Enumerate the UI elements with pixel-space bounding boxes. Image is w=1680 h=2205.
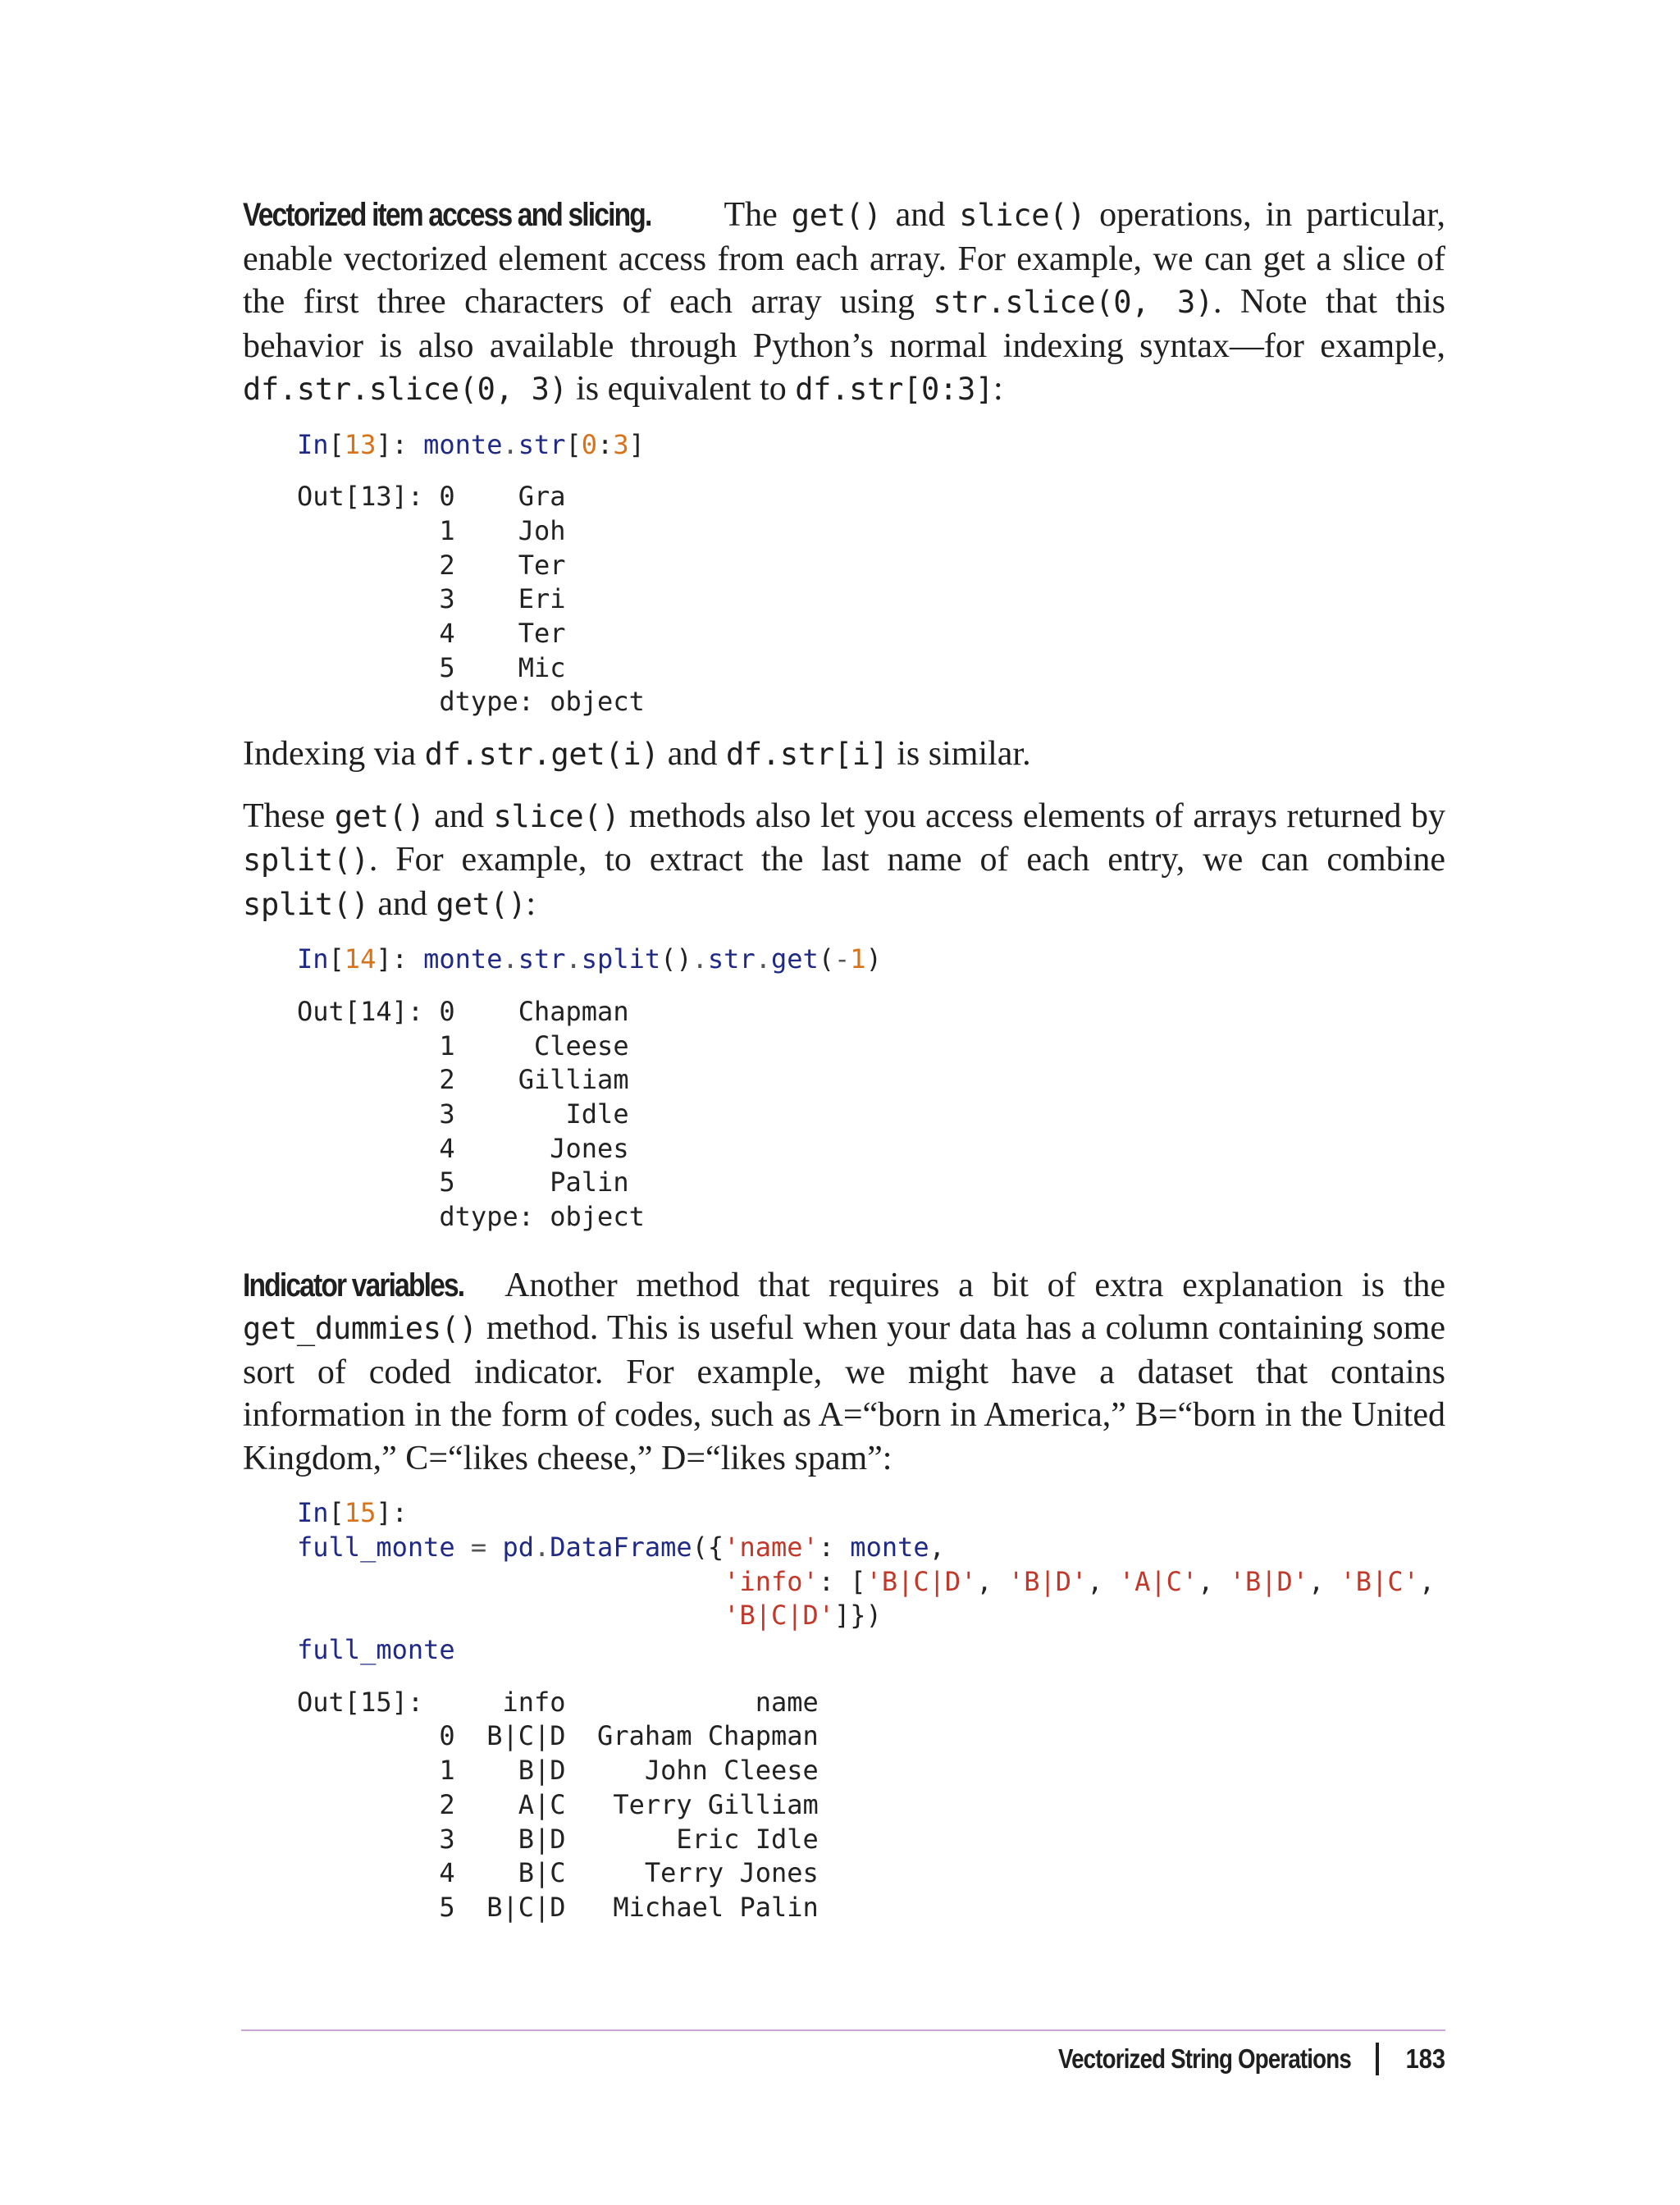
- paragraph-indexing: Indexing via df.str.get(i) and df.str[i] is similar.: [243, 735, 1031, 774]
- code-cell-14: [243, 943, 1445, 1235]
- inline-code: df.str[i]: [725, 737, 888, 773]
- inline-code: str.slice(0, 3): [933, 285, 1214, 320]
- section-heading: Indicator variables.: [243, 1267, 464, 1303]
- page-footer: [1002, 2043, 1445, 2075]
- inline-code: df.str.slice(0, 3): [243, 372, 568, 407]
- section-vectorized-access: [243, 194, 1445, 412]
- page-content: [243, 194, 1445, 1925]
- section-intro: Another method that requires a bit of extra explanation is the get_dummies() method. This is useful when your data has a column containing some sort of coded indicator. For example, we might have a dataset that contains information in the form of codes, such as A=“born in America,” B=“born in the United Kingdom,” C=“likes cheese,” D=“likes spam”:: [243, 1266, 1445, 1477]
- code-output-14: Out[14]: 0 Chapman 1 Cleese 2 Gilliam 3 Idle 4 Jones 5 Palin dtype: object: [297, 995, 645, 1233]
- code-input-14: In[14]: monte.str.split().str.get(-1): [297, 943, 882, 975]
- code-input-13: In[13]: monte.str[0:3]: [297, 428, 645, 460]
- paragraph-methods: These get() and slice() methods also let you access elements of arrays returned by split(). For example, to extract the last name of each entry, we can combine split() and get():: [243, 797, 1445, 923]
- inline-code: get_dummies(): [243, 1311, 477, 1347]
- code-cell-15: [243, 1496, 1445, 1924]
- page-number: 183: [1405, 2043, 1445, 2074]
- inline-code: get(): [334, 798, 425, 834]
- inline-code: slice(): [959, 198, 1086, 233]
- inline-code: slice(): [493, 798, 620, 834]
- inline-code: split(): [243, 886, 369, 922]
- code-output-13: Out[13]: 0 Gra 1 Joh 2 Ter 3 Eri 4 Ter 5 Mic dtype: object: [297, 481, 645, 718]
- inline-code: get(): [436, 886, 527, 922]
- footer-separator: [1376, 2043, 1379, 2075]
- code-input-15: In[15]: full_monte = pd.DataFrame({'name': monte, 'info': ['B|C|D', 'B|D', 'A|C', 'B|D', 'B|C', 'B|C|D']}) full_monte: [297, 1497, 1436, 1666]
- footer-section-title: Vectorized String Operations: [1057, 2043, 1351, 2074]
- section-indicator-variables: [243, 1264, 1445, 1481]
- section-intro: The get() and slice() operations, in particular, enable vectorized element access from each array. For example, we can get a slice of the first three characters of each array using str.slice(0, 3). Note that this behavior is also available through Python’s normal indexing syntax—for example, df.str.slice(0, 3) is equivalent to df.str[0:3]:: [243, 196, 1446, 408]
- inline-code: df.str[0:3]: [795, 372, 993, 407]
- footer-rule: [241, 2029, 1445, 2031]
- inline-code: df.str.get(i): [424, 737, 660, 773]
- code-output-15: Out[15]: info name 0 B|C|D Graham Chapman 1 B|D John Cleese 2 A|C Terry Gilliam 3 B|D Eric Idle 4 B|C Terry Jones 5 B|C|D Michael Palin: [297, 1686, 819, 1923]
- section-heading: Vectorized item access and slicing.: [243, 197, 651, 233]
- inline-code: split(): [243, 842, 369, 879]
- inline-code: get(): [791, 198, 882, 233]
- code-cell-13: [243, 428, 1445, 720]
